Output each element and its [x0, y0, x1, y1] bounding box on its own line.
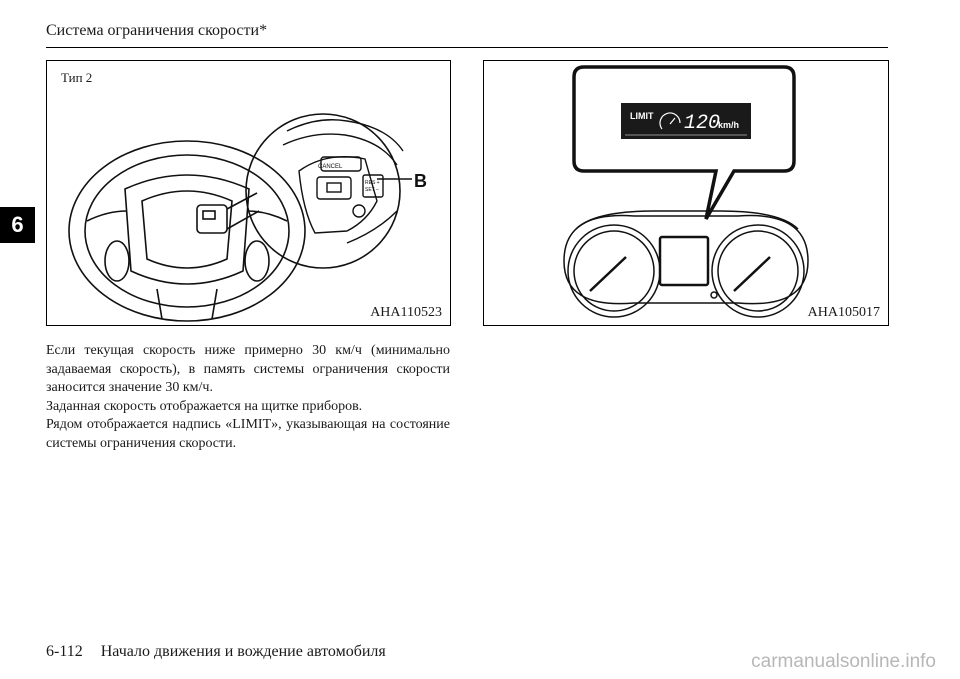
paragraph-limit-indicator: Рядом отображается надпись «LIMIT», указывающая на состояние системы ограничения скорости.	[46, 417, 450, 451]
chapter-tab[interactable]: 6	[0, 207, 35, 243]
page-header-title: Система ограничения скорости*	[46, 22, 268, 39]
figure-instrument-cluster	[483, 60, 889, 326]
limit-indicator: LIMIT	[630, 111, 654, 121]
figure-code-right: AHA105017	[807, 305, 880, 320]
steering-wheel-illustration	[47, 61, 450, 325]
header-divider	[46, 47, 888, 48]
cancel-label: CANCEL	[318, 164, 343, 170]
page-footer	[46, 643, 386, 661]
paragraph-display: Заданная скорость отображается на щитке приборов.	[46, 398, 363, 414]
figure-code-left: AHA110523	[370, 305, 442, 320]
speed-unit: km/h	[718, 120, 740, 130]
page-number: 6-112	[46, 643, 83, 660]
body-text	[46, 342, 450, 453]
watermark: carmanualsonline.info	[751, 651, 936, 672]
section-title: Начало движения и вождение автомобиля	[100, 643, 386, 660]
instrument-cluster-illustration	[484, 61, 888, 325]
res-plus-label: RES +	[365, 180, 380, 186]
callout-b-label: B	[414, 171, 427, 191]
set-minus-label: SET –	[365, 187, 379, 193]
figure-steering-wheel	[46, 60, 451, 326]
set-speed-value: 120	[684, 112, 721, 135]
paragraph-min-speed: Если текущая скорость ниже примерно 30 км/ч (минимально задаваемая скорость), в память системы ограничения скорости заносится значение 30 км/ч.	[46, 343, 450, 395]
figure-type-label: Тип 2	[61, 70, 93, 85]
